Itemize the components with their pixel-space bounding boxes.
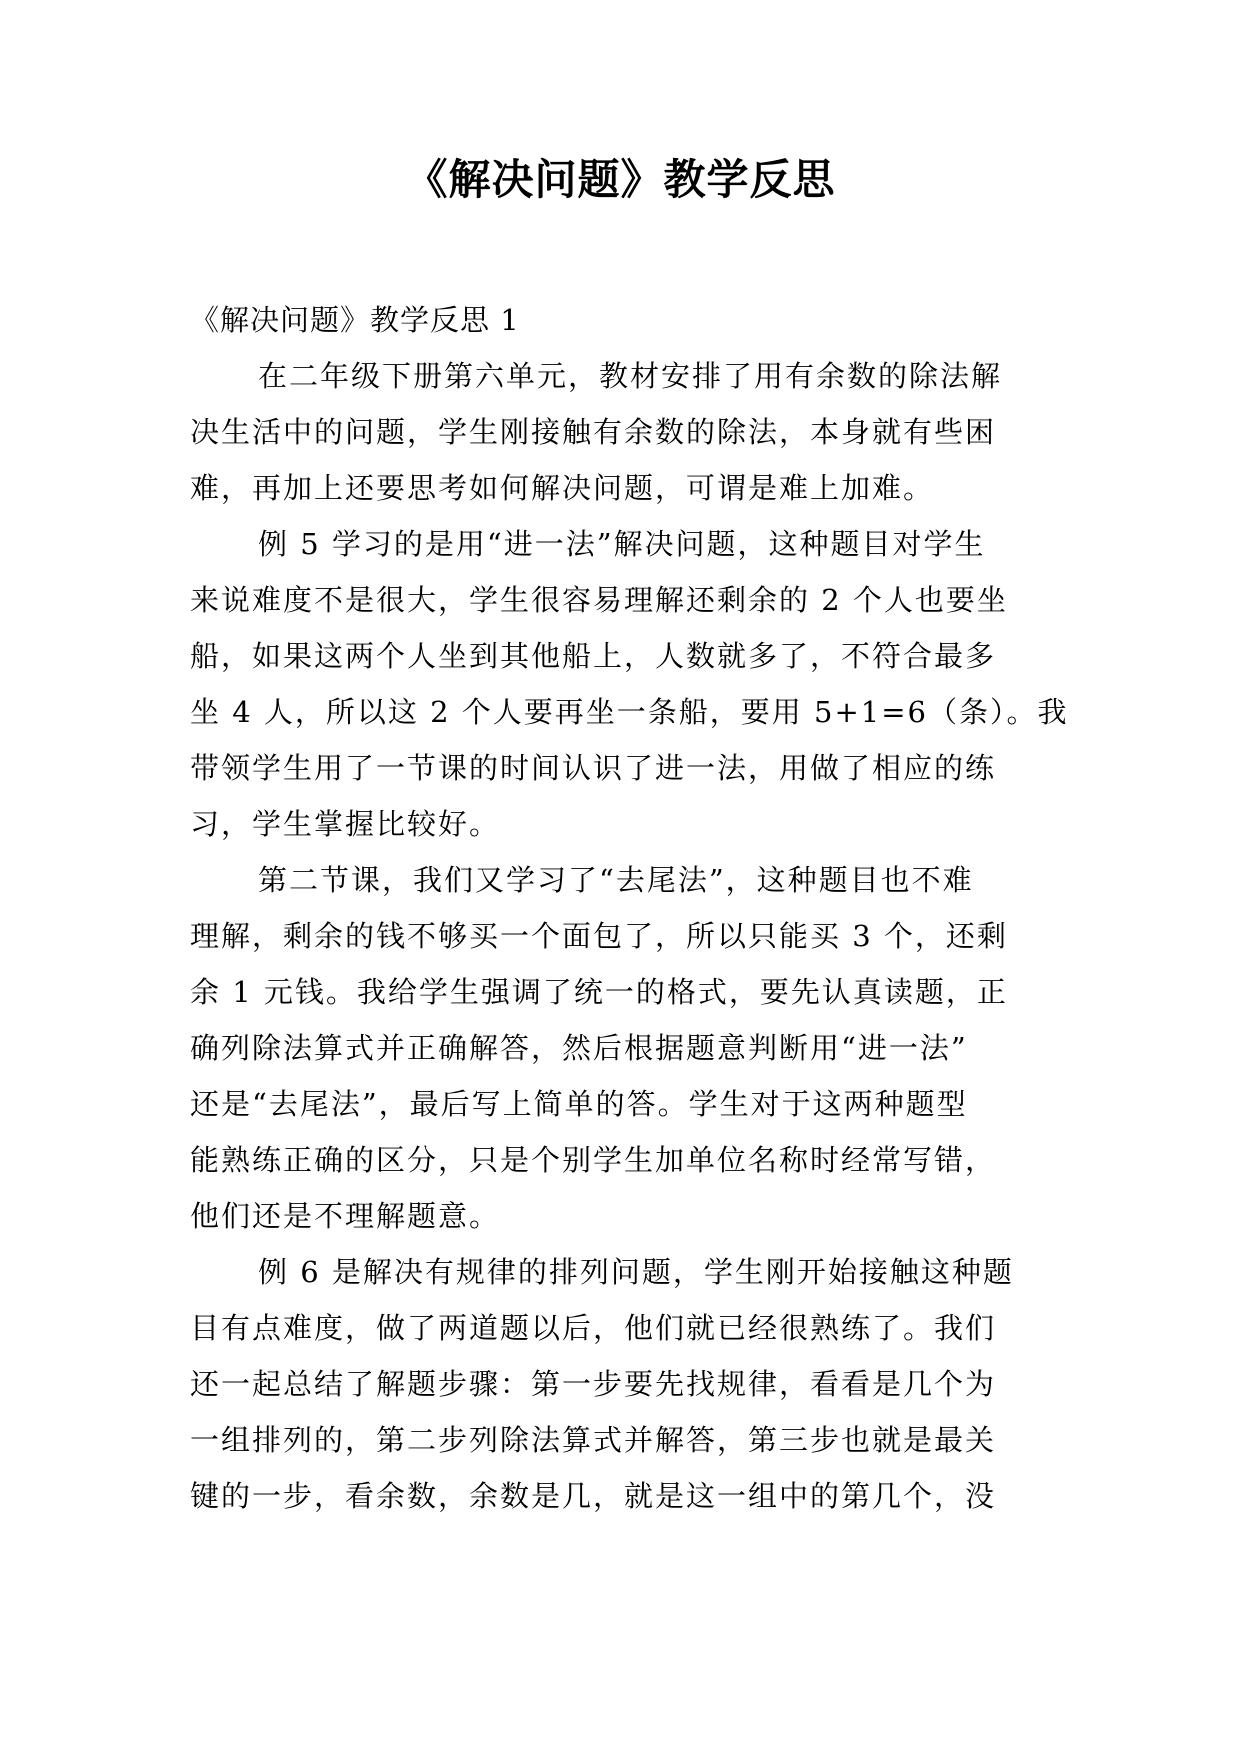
paragraph-line: 坐 4 人，所以这 2 个人要再坐一条船，要用 5+1=6（条）。我 bbox=[190, 695, 1069, 729]
document-body bbox=[190, 292, 1069, 1524]
paragraph-line: 一组排列的，第二步列除法算式并解答，第三步也就是最关 bbox=[190, 1423, 997, 1457]
paragraph-line: 带领学生用了一节课的时间认识了进一法，用做了相应的练 bbox=[190, 751, 997, 785]
paragraph-line: 例 5 学习的是用“进一法”解决问题，这种题目对学生 bbox=[258, 527, 986, 561]
paragraph-1 bbox=[190, 348, 1050, 516]
paragraph-line: 在二年级下册第六单元，教材安排了用有余数的除法解 bbox=[258, 359, 1003, 393]
paragraph-line: 习，学生掌握比较好。 bbox=[190, 807, 501, 841]
paragraph-line: 第二节课，我们又学习了“去尾法”，这种题目也不难 bbox=[258, 863, 974, 897]
section-heading: 《解决问题》教学反思 1 bbox=[190, 303, 520, 337]
paragraph-line: 理解，剩余的钱不够买一个面包了，所以只能买 3 个，还剩 bbox=[190, 919, 1008, 953]
paragraph-line: 决生活中的问题，学生刚接触有余数的除法，本身就有些困 bbox=[190, 415, 997, 449]
paragraph-line: 船，如果这两个人坐到其他船上，人数就多了，不符合最多 bbox=[190, 639, 997, 673]
document-title: 《解决问题》教学反思 bbox=[405, 155, 836, 204]
paragraph-line: 难，再加上还要思考如何解决问题，可谓是难上加难。 bbox=[190, 471, 935, 505]
paragraph-4 bbox=[190, 1244, 1050, 1524]
paragraph-line: 目有点难度，做了两道题以后，他们就已经很熟练了。我们 bbox=[190, 1311, 997, 1345]
paragraph-line: 余 1 元钱。我给学生强调了统一的格式，要先认真读题，正 bbox=[190, 975, 1008, 1009]
paragraph-line: 他们还是不理解题意。 bbox=[190, 1199, 501, 1233]
paragraph-2 bbox=[190, 516, 1069, 852]
paragraph-line: 键的一步，看余数，余数是几，就是这一组中的第几个，没 bbox=[190, 1479, 997, 1513]
paragraph-line: 确列除法算式并正确解答，然后根据题意判断用“进一法” bbox=[190, 1031, 968, 1065]
paragraph-line: 例 6 是解决有规律的排列问题，学生刚开始接触这种题 bbox=[258, 1255, 1014, 1289]
paragraph-line: 能熟练正确的区分，只是个别学生加单位名称时经常写错， bbox=[190, 1143, 997, 1177]
paragraph-line: 来说难度不是很大，学生很容易理解还剩余的 2 个人也要坐 bbox=[190, 583, 1008, 617]
paragraph-3 bbox=[190, 852, 1050, 1244]
paragraph-line: 还一起总结了解题步骤：第一步要先找规律，看看是几个为 bbox=[190, 1367, 997, 1401]
paragraph-line: 还是“去尾法”，最后写上简单的答。学生对于这两种题型 bbox=[190, 1087, 968, 1121]
